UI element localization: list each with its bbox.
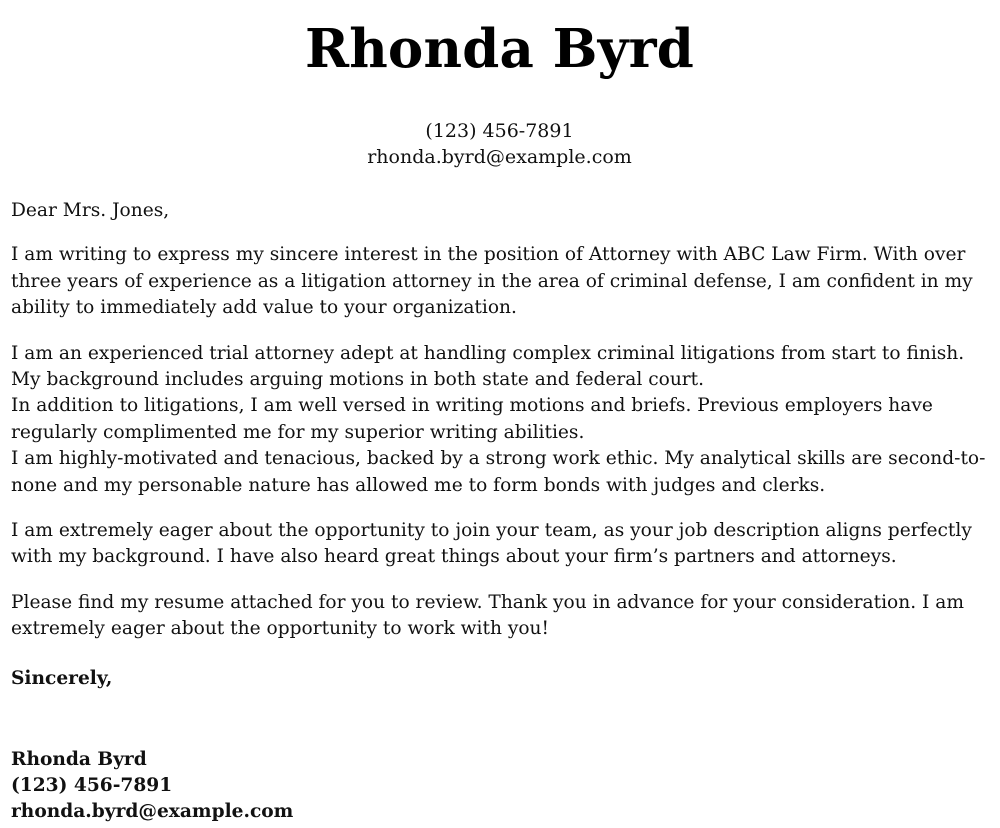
signature-email: rhonda.byrd@example.com	[11, 801, 294, 823]
letter-paragraph-eagerness: I am extremely eager about the opportunity to join your team, as your job description aligns perfectly with my background. I have also heard great things about your firm’s partners and attorneys.	[11, 520, 972, 568]
contact-block	[11, 118, 988, 170]
applicant-name-heading: Rhonda Byrd	[304, 18, 695, 80]
letter-paragraph-intro: I am writing to express my sincere interest in the position of Attorney with ABC Law Firm. With over three years of experience as a litigation attorney in the area of criminal defense, I am confident in my ability to immediately add value to your organization.	[11, 244, 973, 319]
letter-closing: Sincerely,	[11, 667, 113, 689]
signature-name: Rhonda Byrd	[11, 748, 147, 770]
letter-paragraph-experience	[11, 341, 988, 499]
experience-line-writing: In addition to litigations, I am well versed in writing motions and briefs. Previous employers have regularly complimented me for my superior writing abilities.	[11, 395, 933, 443]
letter-paragraph-closing: Please find my resume attached for you to review. Thank you in advance for your consideration. I am extremely eager about the opportunity to work with you!	[11, 591, 965, 640]
contact-phone: (123) 456-7891	[425, 120, 574, 142]
letter-body	[11, 198, 988, 643]
signature-block	[11, 747, 988, 826]
contact-email: rhonda.byrd@example.com	[367, 146, 632, 168]
experience-line-trial: I am an experienced trial attorney adept at handling complex criminal litigations from start to finish. My background includes arguing motions in both state and federal court.	[11, 342, 965, 391]
signature-phone: (123) 456-7891	[11, 774, 173, 796]
experience-line-motivation: I am highly-motivated and tenacious, backed by a strong work ethic. My analytical skills are second-to-none and my personable nature has allowed me to form bonds with judges and clerks.	[11, 448, 986, 496]
letter-greeting: Dear Mrs. Jones,	[11, 200, 170, 221]
